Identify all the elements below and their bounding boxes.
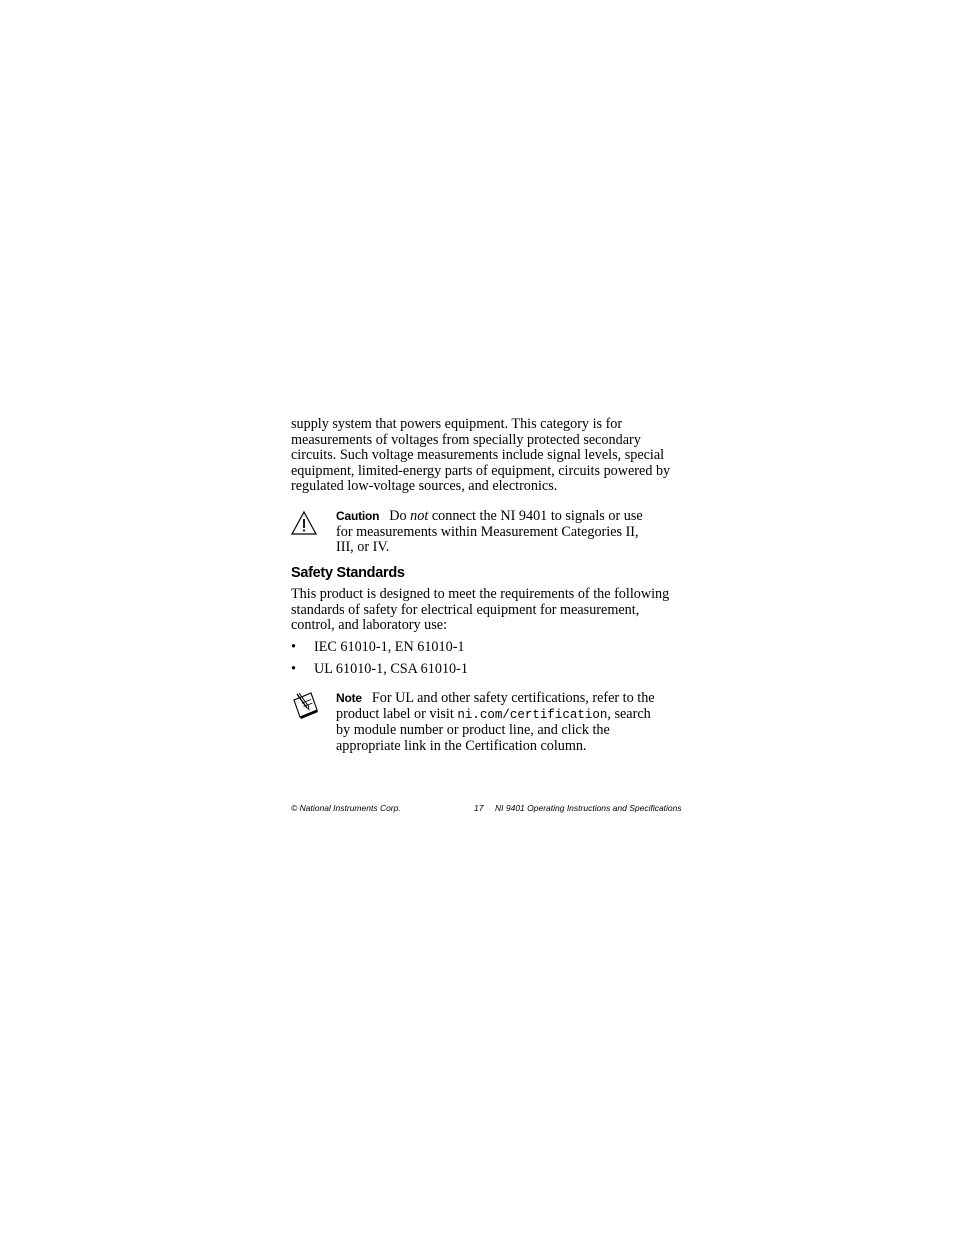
- caution-text: III, or IV.: [336, 539, 390, 556]
- note-label: Note: [336, 691, 362, 705]
- list-item-text: UL 61010-1, CSA 61010-1: [314, 661, 468, 677]
- paragraph-line: regulated low-voltage sources, and electronics.: [291, 478, 558, 495]
- footer-copyright: © National Instruments Corp.: [291, 803, 401, 813]
- bullet-icon: •: [291, 639, 296, 655]
- caution-block: [336, 509, 666, 556]
- list-item: [291, 662, 468, 678]
- caution-text: for measurements within Measurement Categories II,: [336, 523, 639, 540]
- warning-triangle-icon: [290, 510, 318, 536]
- paragraph-line: circuits. Such voltage measurements include signal levels, special: [291, 447, 665, 464]
- note-block: [336, 691, 666, 754]
- footer-document-title: NI 9401 Operating Instructions and Specifications: [495, 803, 682, 813]
- note-text: appropriate link in the Certification column.: [336, 737, 587, 754]
- paragraph-line: equipment, limited-energy parts of equipment, circuits powered by: [291, 462, 671, 479]
- list-item: [291, 640, 465, 656]
- note-pencil-icon: [291, 690, 319, 720]
- paragraph-line: supply system that powers equipment. This category is for: [291, 416, 623, 432]
- list-item-text: IEC 61010-1, EN 61010-1: [314, 639, 465, 655]
- paragraph-line: control, and laboratory use:: [291, 617, 448, 634]
- note-text: For UL and other safety certifications, refer to the: [371, 690, 655, 706]
- bullet-icon: •: [291, 661, 296, 677]
- intro-paragraph: [291, 416, 671, 495]
- note-text: by module number or product line, and click the: [336, 722, 610, 739]
- paragraph-line: This product is designed to meet the requirements of the following: [291, 586, 670, 602]
- note-text: product label or visit: [336, 705, 458, 722]
- certification-link[interactable]: ni.com/certification: [457, 707, 608, 722]
- note-text: , search: [607, 705, 651, 722]
- caution-label: Caution: [336, 509, 380, 523]
- paragraph-line: standards of safety for electrical equipment for measurement,: [291, 601, 640, 618]
- caution-emphasis: not: [410, 508, 429, 524]
- section-heading: Safety Standards: [291, 565, 405, 581]
- caution-text: Do: [389, 508, 411, 524]
- caution-text: connect the NI 9401 to signals or use: [428, 508, 643, 524]
- footer-page-number: 17: [474, 803, 484, 813]
- safety-paragraph: [291, 586, 670, 634]
- paragraph-line: measurements of voltages from specially protected secondary: [291, 431, 641, 448]
